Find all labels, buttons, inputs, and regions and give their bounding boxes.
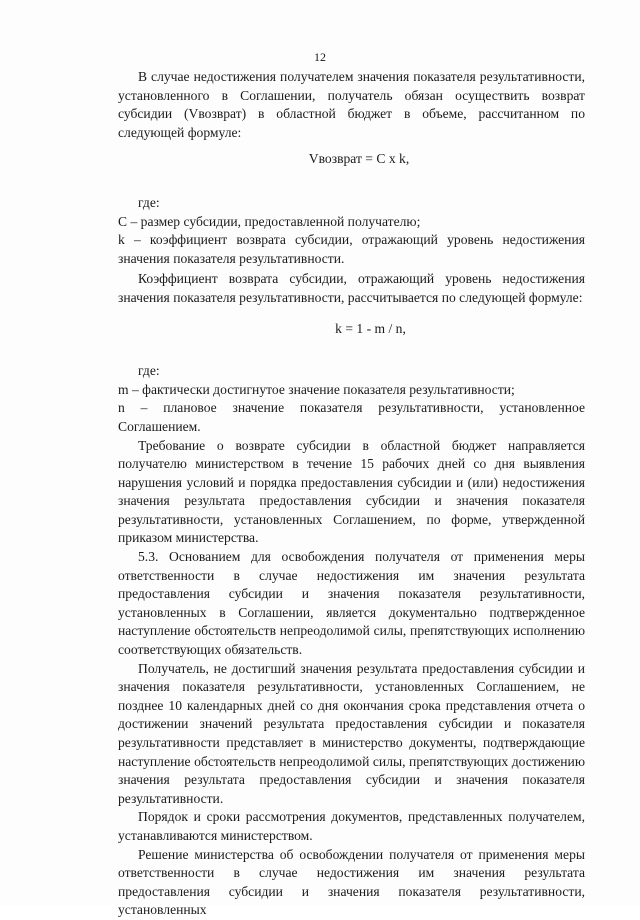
page-number: 12: [314, 50, 326, 64]
definition-n: n – плановое значение показателя результативности, установленное Соглашением.: [118, 400, 585, 434]
formula-refund-amount: Vвозврат = C x k,: [308, 151, 410, 167]
paragraph-refund-demand: Требование о возврате субсидии в областной бюджет направляется получателю министерством в течение 15 рабочих дней со дня выявления нарушения условий и порядка предоставления субсидии и (или) недостижения значения результата предоставления субсидии и значения показателя результативности, установленных Соглашением, по форме, утвержденной приказом министерства.: [118, 437, 585, 546]
paragraph-5-3-force-majeure: 5.3. Основанием для освобождения получателя от применения меры ответственности в случае недостижения им значения результата предоставления субсидии и значения показателя результативности, установленных в Соглашении, является документально подтвержденное наступление обстоятельств непреодолимой силы, препятствующих исполнению соответствующих обязательств.: [118, 549, 585, 658]
where-label-1: где:: [138, 194, 160, 210]
definition-c: C – размер субсидии, предоставленной получателю;: [118, 213, 421, 229]
definition-k: k – коэффициент возврата субсидии, отражающий уровень недостижения значения показателя результативности.: [118, 232, 585, 266]
paragraph-review-procedure: Порядок и сроки рассмотрения документов, представленных получателем, устанавливаются министерством.: [118, 809, 585, 843]
document-body: [118, 68, 585, 920]
definition-m: m – фактически достигнутое значение показателя результативности;: [118, 381, 515, 397]
where-label-2: где:: [138, 363, 160, 379]
paragraph-ministry-decision: Решение министерства об освобождении получателя от применения меры ответственности в случае недостижения им значения результата предоставления субсидии и значения показателя результативности, установленных: [118, 846, 585, 918]
formula-coefficient: k = 1 - m / n,: [335, 320, 406, 336]
paragraph-refund-obligation: В случае недостижения получателем значения показателя результативности, установленного в Соглашении, получатель обязан осуществить возврат субсидии (Vвозврат) в областной бюджет в объеме, рассчитанном по следующей формуле:: [118, 69, 585, 140]
paragraph-recipient-documents: Получатель, не достигший значения результата предоставления субсидии и значения показателя результативности, установленных Соглашением, не позднее 10 календарных дней со дня окончания срока представления отчета о достижении значений результата предоставления субсидии и показателя результативности представляет в министерство документы, подтверждающие наступление обстоятельств непреодолимой силы, препятствующих достижению значения результата предоставления субсидии и значения показателя результативности.: [118, 660, 585, 806]
paragraph-coefficient: Коэффициент возврата субсидии, отражающий уровень недостижения значения показателя результативности, рассчитывается по следующей формуле:: [118, 271, 585, 305]
